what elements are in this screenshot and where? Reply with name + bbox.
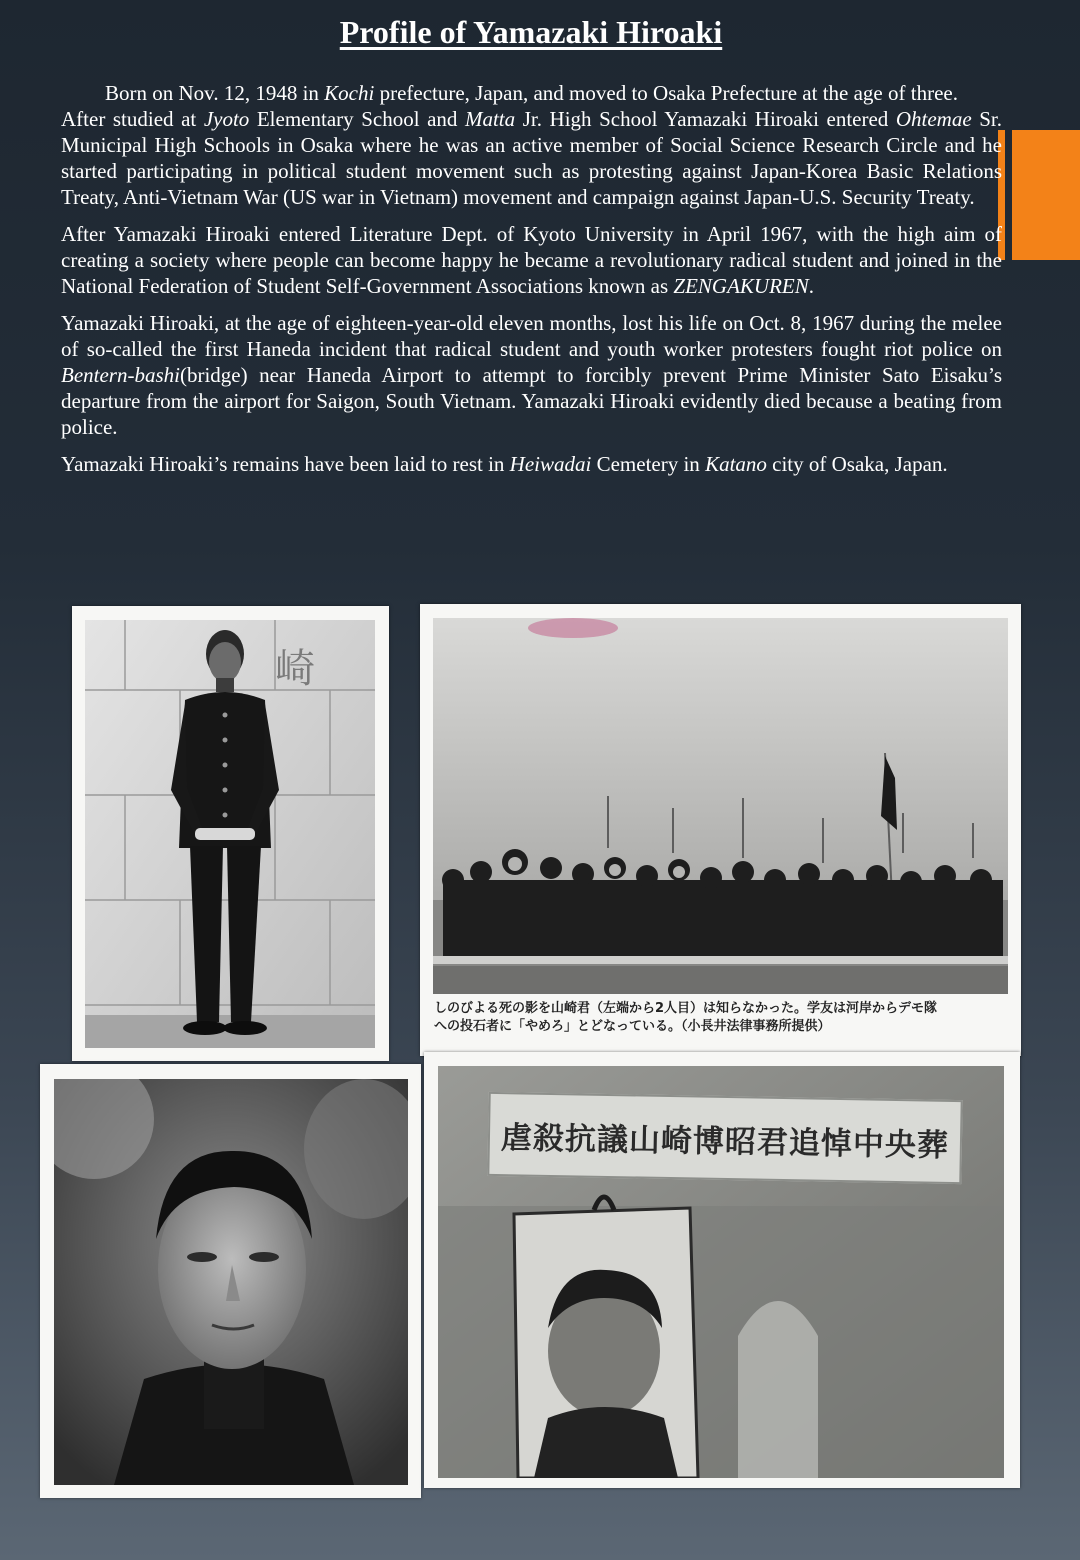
text-run: After Yamazaki Hiroaki entered Literature Dept. of Kyoto University in April 1967, with the high aim of creating a society where people can become happy he became a revolutionary radical student and joined in the National Federation of Student Self-Government Associations known as <box>61 222 1002 298</box>
caption-line-1: しのびよる死の影を山崎君（左端から2人目）は知らなかった。学友は河岸からデモ隊 <box>434 1001 938 1016</box>
italic-term: Ohtemae <box>895 107 972 131</box>
text-run: (bridge) near Haneda Airport to attempt to forcibly prevent Prime Minister Sato Eisaku’s departure from the airport for Saigon, South Vietnam. Yamazaki Hiroaki evidently died because a beating from police. <box>61 363 1002 439</box>
profile-text <box>61 80 1002 488</box>
photo-protest <box>433 618 1008 994</box>
paragraph-death <box>61 310 1002 440</box>
text-run: Yamazaki Hiroaki’s remains have been laid to rest in <box>61 452 510 476</box>
text-run: Elementary School and <box>249 107 465 131</box>
photo-funeral <box>438 1066 1004 1478</box>
text-run: After studied at <box>61 107 204 131</box>
accent-bar-thick <box>1012 130 1080 260</box>
text-run: Sr. Municipal High Schools in Osaka where he was an active member of Social Science Research Circle and he started participating in political student movement such as protesting against Japan-Korea Basic Relations Treaty, Anti-Vietnam War (US war in Vietnam) movement and campaign against Japan-U.S. Security Treaty. <box>61 107 1002 209</box>
text-run: city of Osaka, Japan. <box>766 452 948 476</box>
paragraph-university <box>61 221 1002 299</box>
text-run: Jr. High School Yamazaki Hiroaki entered <box>515 107 896 131</box>
paragraph-education <box>61 106 1002 210</box>
photo-protest-frame <box>420 604 1021 1056</box>
italic-term: Katano <box>705 452 767 476</box>
wall-character: 崎 <box>275 646 315 692</box>
italic-term: ZENGAKUREN <box>673 274 809 298</box>
italic-term: Kochi <box>324 81 375 105</box>
text-run: prefecture, Japan, and moved to Osaka Prefecture at the age of three. <box>374 81 958 105</box>
text-run: . <box>808 274 814 298</box>
paragraph-burial <box>61 451 1002 477</box>
funeral-banner: 虐殺抗議山崎博昭君追悼中央葬 <box>487 1092 962 1184</box>
italic-term: Matta <box>464 107 516 131</box>
text-run: Cemetery in <box>591 452 706 476</box>
text-run: Born on Nov. 12, 1948 in <box>105 81 325 105</box>
photo-standing <box>85 620 375 1048</box>
photo-portrait <box>54 1079 408 1485</box>
italic-term: Jyoto <box>203 107 250 131</box>
caption-line-2: への投石者に「やめろ」とどなっている。（小長井法律事務所提供） <box>434 1019 831 1034</box>
photo-portrait-frame <box>40 1064 421 1498</box>
text-run: Yamazaki Hiroaki, at the age of eighteen-year-old eleven months, lost his life on Oct. 8, 1967 during the melee of so-called the first Haneda incident that radical student and youth worker protesters fought riot police on <box>61 311 1002 361</box>
paragraph-birth <box>61 80 1002 106</box>
photo-protest-caption <box>434 1000 1007 1036</box>
page-title: Profile of Yamazaki Hiroaki <box>339 14 723 50</box>
photo-standing-frame <box>72 606 389 1061</box>
italic-term: Bentern-bashi <box>61 363 180 387</box>
italic-term: Heiwadai <box>509 452 592 476</box>
photo-funeral-frame <box>424 1052 1020 1488</box>
